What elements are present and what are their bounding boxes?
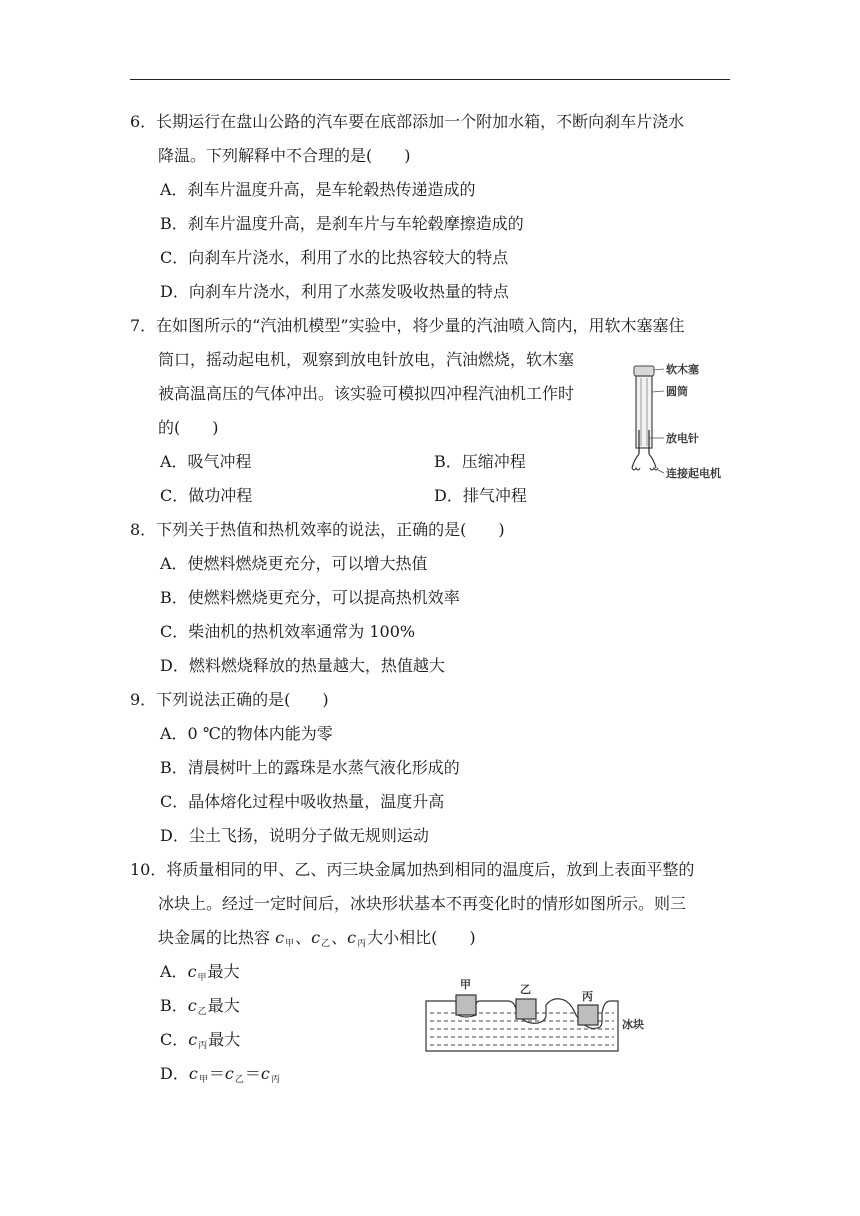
- q10-option-a: A．$c_甲$最大: [160, 962, 240, 983]
- q6-option-d: D．向刹车片浇水，利用了水蒸发吸收热量的特点: [160, 282, 509, 301]
- q8-option-a: A．使燃料燃烧更充分，可以增大热值: [160, 554, 428, 573]
- q6-stem-line1: 6．长期运行在盘山公路的汽车要在底部添加一个附加水箱，不断向刹车片浇水: [130, 112, 685, 131]
- q8-option-b: B．使燃料燃烧更充分，可以提高热机效率: [160, 588, 460, 607]
- needle-label: 放电针: [666, 432, 699, 445]
- q6-stem-line2: 降温。下列解释中不合理的是( ): [158, 146, 411, 165]
- q9-option-c: C．晶体熔化过程中吸收热量，温度升高: [160, 792, 445, 811]
- q6-option-a: A．刹车片温度升高，是车轮毂热传递造成的: [160, 180, 476, 199]
- q6-option-c: C．向刹车片浇水，利用了水的比热容较大的特点: [160, 248, 509, 267]
- q9-stem: 9．下列说法正确的是( ): [130, 690, 329, 709]
- q7-option-b: B．压缩冲程: [434, 452, 526, 471]
- ice-label: 冰块: [622, 1018, 644, 1031]
- q10-stem-line1: 10．将质量相同的甲、乙、丙三块金属加热到相同的温度后，放到上表面平整的: [130, 860, 695, 879]
- q8-option-c: C．柴油机的热机效率通常为 100%: [160, 622, 416, 641]
- q9-option-b: B．清晨树叶上的露珠是水蒸气液化形成的: [160, 758, 460, 777]
- q7-option-c: C．做功冲程: [160, 486, 253, 505]
- generator-label: 连接起电机: [666, 467, 721, 480]
- jia-label: 甲: [460, 978, 471, 991]
- top-rule: [130, 79, 730, 80]
- metal-block-bing: [578, 1005, 598, 1025]
- q10-stem-line2: 冰块上。经过一定时间后，冰块形状基本不再变化时的情形如图所示。则三: [158, 894, 687, 913]
- q10-option-b: B．$c_乙$最大: [160, 996, 240, 1017]
- q7-stem-line2: 筒口，摇动起电机，观察到放电针放电，汽油燃烧，软木塞: [158, 350, 575, 369]
- metal-block-jia: [456, 995, 476, 1015]
- q9-option-a: A．0 ℃的物体内能为零: [160, 724, 333, 743]
- ice-block-figure: [418, 975, 658, 1057]
- metal-block-yi: [516, 999, 536, 1019]
- yi-label: 乙: [520, 983, 531, 996]
- q7-option-d: D．排气冲程: [434, 486, 527, 505]
- cork-label: 软木塞: [666, 363, 699, 376]
- q7-stem-line4: 的( ): [158, 418, 219, 437]
- q9-option-d: D．尘土飞扬，说明分子做无规则运动: [160, 826, 429, 845]
- engine-model-figure: [628, 360, 738, 485]
- cork-shape: [634, 366, 654, 376]
- q7-stem-line1: 7．在如图所示的“汽油机模型”实验中，将少量的汽油喷入筒内，用软木塞塞住: [130, 316, 685, 335]
- q8-option-d: D．燃料燃烧释放的热量越大，热值越大: [160, 656, 445, 675]
- tube-label: 圆筒: [666, 385, 688, 398]
- q7-option-a: A．吸气冲程: [160, 452, 252, 471]
- q6-option-b: B．刹车片温度升高，是刹车片与车轮毂摩擦造成的: [160, 214, 524, 233]
- q8-stem: 8．下列关于热值和热机效率的说法，正确的是( ): [130, 520, 505, 539]
- q10-option-d: D．$c_甲=c_乙=c_丙$: [160, 1064, 280, 1085]
- q10-stem-line3: 块金属的比热容 $c_甲$、$c_乙$、$c_丙$大小相比( ): [158, 928, 476, 949]
- q10-option-c: C．$c_丙$最大: [160, 1030, 241, 1051]
- bing-label: 丙: [582, 990, 593, 1003]
- q7-stem-line3: 被高温高压的气体冲出。该实验可模拟四冲程汽油机工作时: [158, 384, 575, 403]
